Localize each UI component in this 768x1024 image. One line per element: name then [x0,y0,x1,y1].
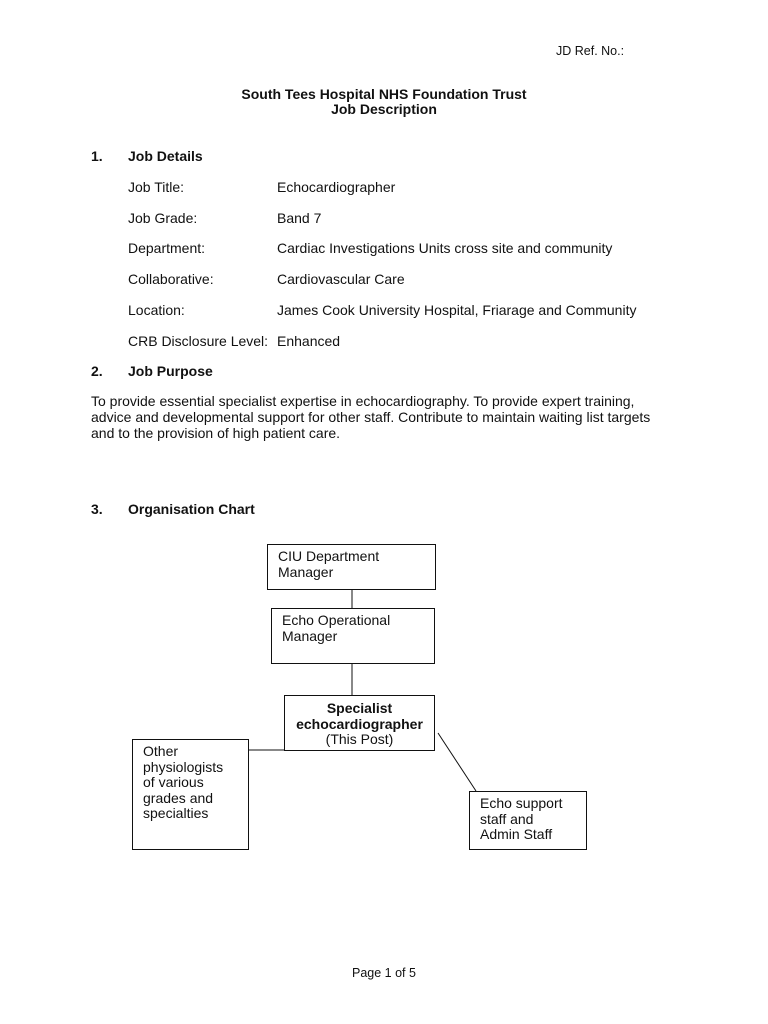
job-grade-value: Band 7 [277,210,322,226]
physiologists-line-2: physiologists [143,758,224,775]
job-title-label: Job Title: [128,179,185,195]
ciu-manager-line-2: Manager [278,563,334,580]
connector-specialist-to-support [438,733,476,791]
crb-disclosure-label: CRB Disclosure Level: [128,333,269,349]
physiologists-line-4: grades and [143,789,214,806]
ciu-manager-line-1: CIU Department [278,548,380,564]
org-box-ciu-department-manager [267,544,436,590]
org-box-specialist-echocardiographer [284,695,435,751]
location-value: James Cook University Hospital, Friarage and Community [277,302,637,318]
section-1-title: Job Details [128,148,203,164]
specialist-line-1: Specialist [326,700,393,716]
specialist-line-2: echocardiographer [296,715,423,732]
document-title: Job Description [331,101,437,117]
department-value: Cardiac Investigations Units cross site and community [277,240,613,256]
support-line-2: staff and [480,810,534,827]
department-label: Department: [128,240,206,256]
org-box-echo-operational-manager [271,608,435,664]
echo-manager-line-1: Echo Operational [282,612,391,628]
job-purpose-line-2: advice and developmental support for other staff. Contribute to maintain waiting list targets [91,409,651,425]
echo-manager-line-2: Manager [282,627,338,644]
collaborative-label: Collaborative: [128,271,214,287]
physiologists-line-3: of various [143,774,204,790]
org-box-echo-support-staff [469,791,587,850]
section-1-number: 1. [91,148,103,164]
physiologists-line-1: Other [143,743,179,759]
job-purpose-line-3: and to the provision of high patient care. [91,425,341,441]
specialist-line-3: (This Post) [325,731,394,747]
job-title-value: Echocardiographer [277,179,396,195]
organisation-name: South Tees Hospital NHS Foundation Trust [241,86,527,102]
section-3-number: 3. [91,501,103,517]
section-2-title: Job Purpose [128,363,213,379]
org-box-other-physiologists [132,739,249,850]
crb-disclosure-value: Enhanced [277,333,341,349]
section-3-title: Organisation Chart [128,501,255,517]
job-purpose-line-1: To provide essential specialist expertise in echocardiography. To provide expert training, [91,393,635,409]
job-grade-label: Job Grade: [128,210,198,226]
jd-reference-label: JD Ref. No.: [556,44,625,58]
support-line-3: Admin Staff [480,826,553,842]
section-2-number: 2. [91,363,103,379]
page-number: Page 1 of 5 [352,966,416,980]
support-line-1: Echo support [480,795,563,811]
location-label: Location: [128,302,185,318]
physiologists-line-5: specialties [143,805,209,821]
collaborative-value: Cardiovascular Care [277,271,405,287]
